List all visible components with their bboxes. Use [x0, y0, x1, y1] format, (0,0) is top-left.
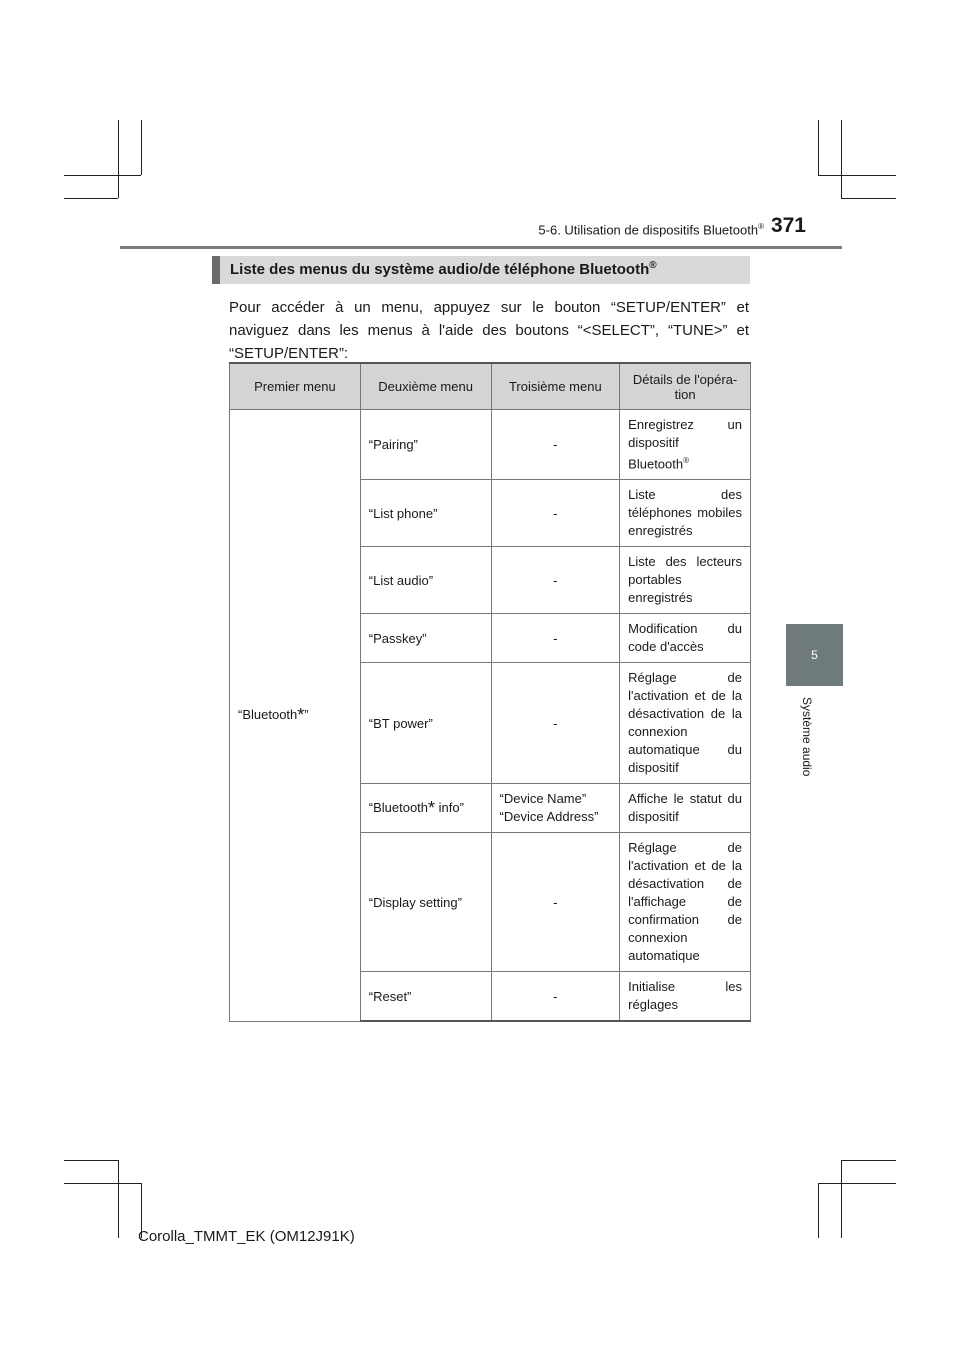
third-menu-cell: -: [491, 833, 620, 972]
menu-table: [229, 362, 751, 1022]
details-cell: Réglage de l'activation et de la désactivation de l'affichage de confirmation de connexion automatique: [620, 833, 751, 972]
table-row: [230, 410, 751, 480]
registered-mark: ®: [683, 456, 690, 465]
first-menu-suffix: ”: [304, 706, 309, 722]
page-number: 371: [770, 214, 806, 237]
third-menu-line: “Device Address”: [499, 809, 599, 825]
second-menu-cell: “Reset”: [360, 972, 491, 1022]
first-menu-text: “Bluetooth: [238, 706, 298, 722]
details-cell: Liste des lecteurs portables enregistrés: [620, 547, 751, 614]
registered-mark: ®: [758, 222, 764, 231]
crop-mark: [818, 120, 819, 175]
second-menu-cell: “List audio”: [360, 547, 491, 614]
crop-mark: [841, 1160, 842, 1238]
first-menu-cell: [230, 410, 361, 1022]
heading-text: Liste des menus du système audio/de téléphone Bluetooth: [230, 261, 650, 278]
second-menu-cell: “Display setting”: [360, 833, 491, 972]
second-menu-text: “Bluetooth: [368, 799, 429, 815]
third-menu-cell: -: [491, 410, 620, 480]
crop-mark: [818, 1183, 896, 1184]
running-header: [120, 212, 842, 249]
crop-mark: [64, 198, 118, 199]
third-menu-line: “Device Name”: [499, 791, 587, 807]
intro-paragraph: Pour accéder à un menu, appuyez sur le bouton “SETUP/ENTER” et naviguez dans les menus à l'aide des boutons “<SELECT”, “TUNE>” et “SETUP/ENTER”:: [229, 299, 749, 362]
crop-mark: [118, 120, 119, 198]
footnote-star: *: [428, 797, 436, 818]
crop-mark: [818, 1183, 819, 1238]
crop-mark: [64, 1183, 141, 1184]
chapter-tab: [786, 624, 843, 686]
section-heading: [212, 256, 750, 284]
third-menu-cell: -: [491, 972, 620, 1022]
crop-mark: [841, 120, 842, 198]
second-menu-cell: “BT power”: [360, 663, 491, 784]
header-second-menu: Deuxième menu: [360, 363, 491, 410]
chapter-label: [784, 697, 844, 817]
details-text: Enregistrez un dispositif Bluetooth: [628, 417, 742, 472]
details-cell: Modification du code d'accès: [620, 614, 751, 663]
third-menu-cell: [491, 784, 620, 833]
details-cell: Liste des téléphones mobiles enregistrés: [620, 480, 751, 547]
third-menu-cell: -: [491, 547, 620, 614]
second-menu-cell: “Passkey”: [360, 614, 491, 663]
details-cell: Réglage de l'activation et de la désactivation de la connexion automatique du dispositif: [620, 663, 751, 784]
third-menu-cell: -: [491, 480, 620, 547]
section-title-text: 5-6. Utilisation de dispositifs Bluetooth: [538, 222, 759, 238]
crop-mark: [818, 175, 896, 176]
header-first-menu: Premier menu: [230, 363, 361, 410]
second-menu-suffix: info”: [435, 799, 464, 815]
footnote-star: *: [297, 704, 305, 725]
chapter-label-text: Système audio: [800, 697, 814, 777]
crop-mark: [118, 1160, 119, 1238]
registered-mark: ®: [649, 260, 657, 271]
crop-mark: [64, 1160, 118, 1161]
chapter-number: 5: [811, 648, 818, 662]
details-cell: Initialise les réglages: [620, 972, 751, 1022]
details-cell: [620, 410, 751, 480]
crop-mark: [841, 1160, 896, 1161]
third-menu-cell: -: [491, 614, 620, 663]
table-header-row: [230, 363, 751, 410]
document-id: Corolla_TMMT_EK (OM12J91K): [138, 1228, 355, 1245]
third-menu-cell: -: [491, 663, 620, 784]
section-heading-text: [230, 260, 657, 278]
second-menu-cell: “List phone”: [360, 480, 491, 547]
second-menu-cell: “Pairing”: [360, 410, 491, 480]
details-cell: Affiche le statut du dispositif: [620, 784, 751, 833]
crop-mark: [64, 175, 141, 176]
crop-mark: [841, 198, 896, 199]
header-details: Détails de l'opéra-tion: [620, 363, 751, 410]
header-third-menu: Troisième menu: [491, 363, 620, 410]
crop-mark: [141, 120, 142, 175]
second-menu-cell: [360, 784, 491, 833]
section-title: [538, 222, 764, 237]
